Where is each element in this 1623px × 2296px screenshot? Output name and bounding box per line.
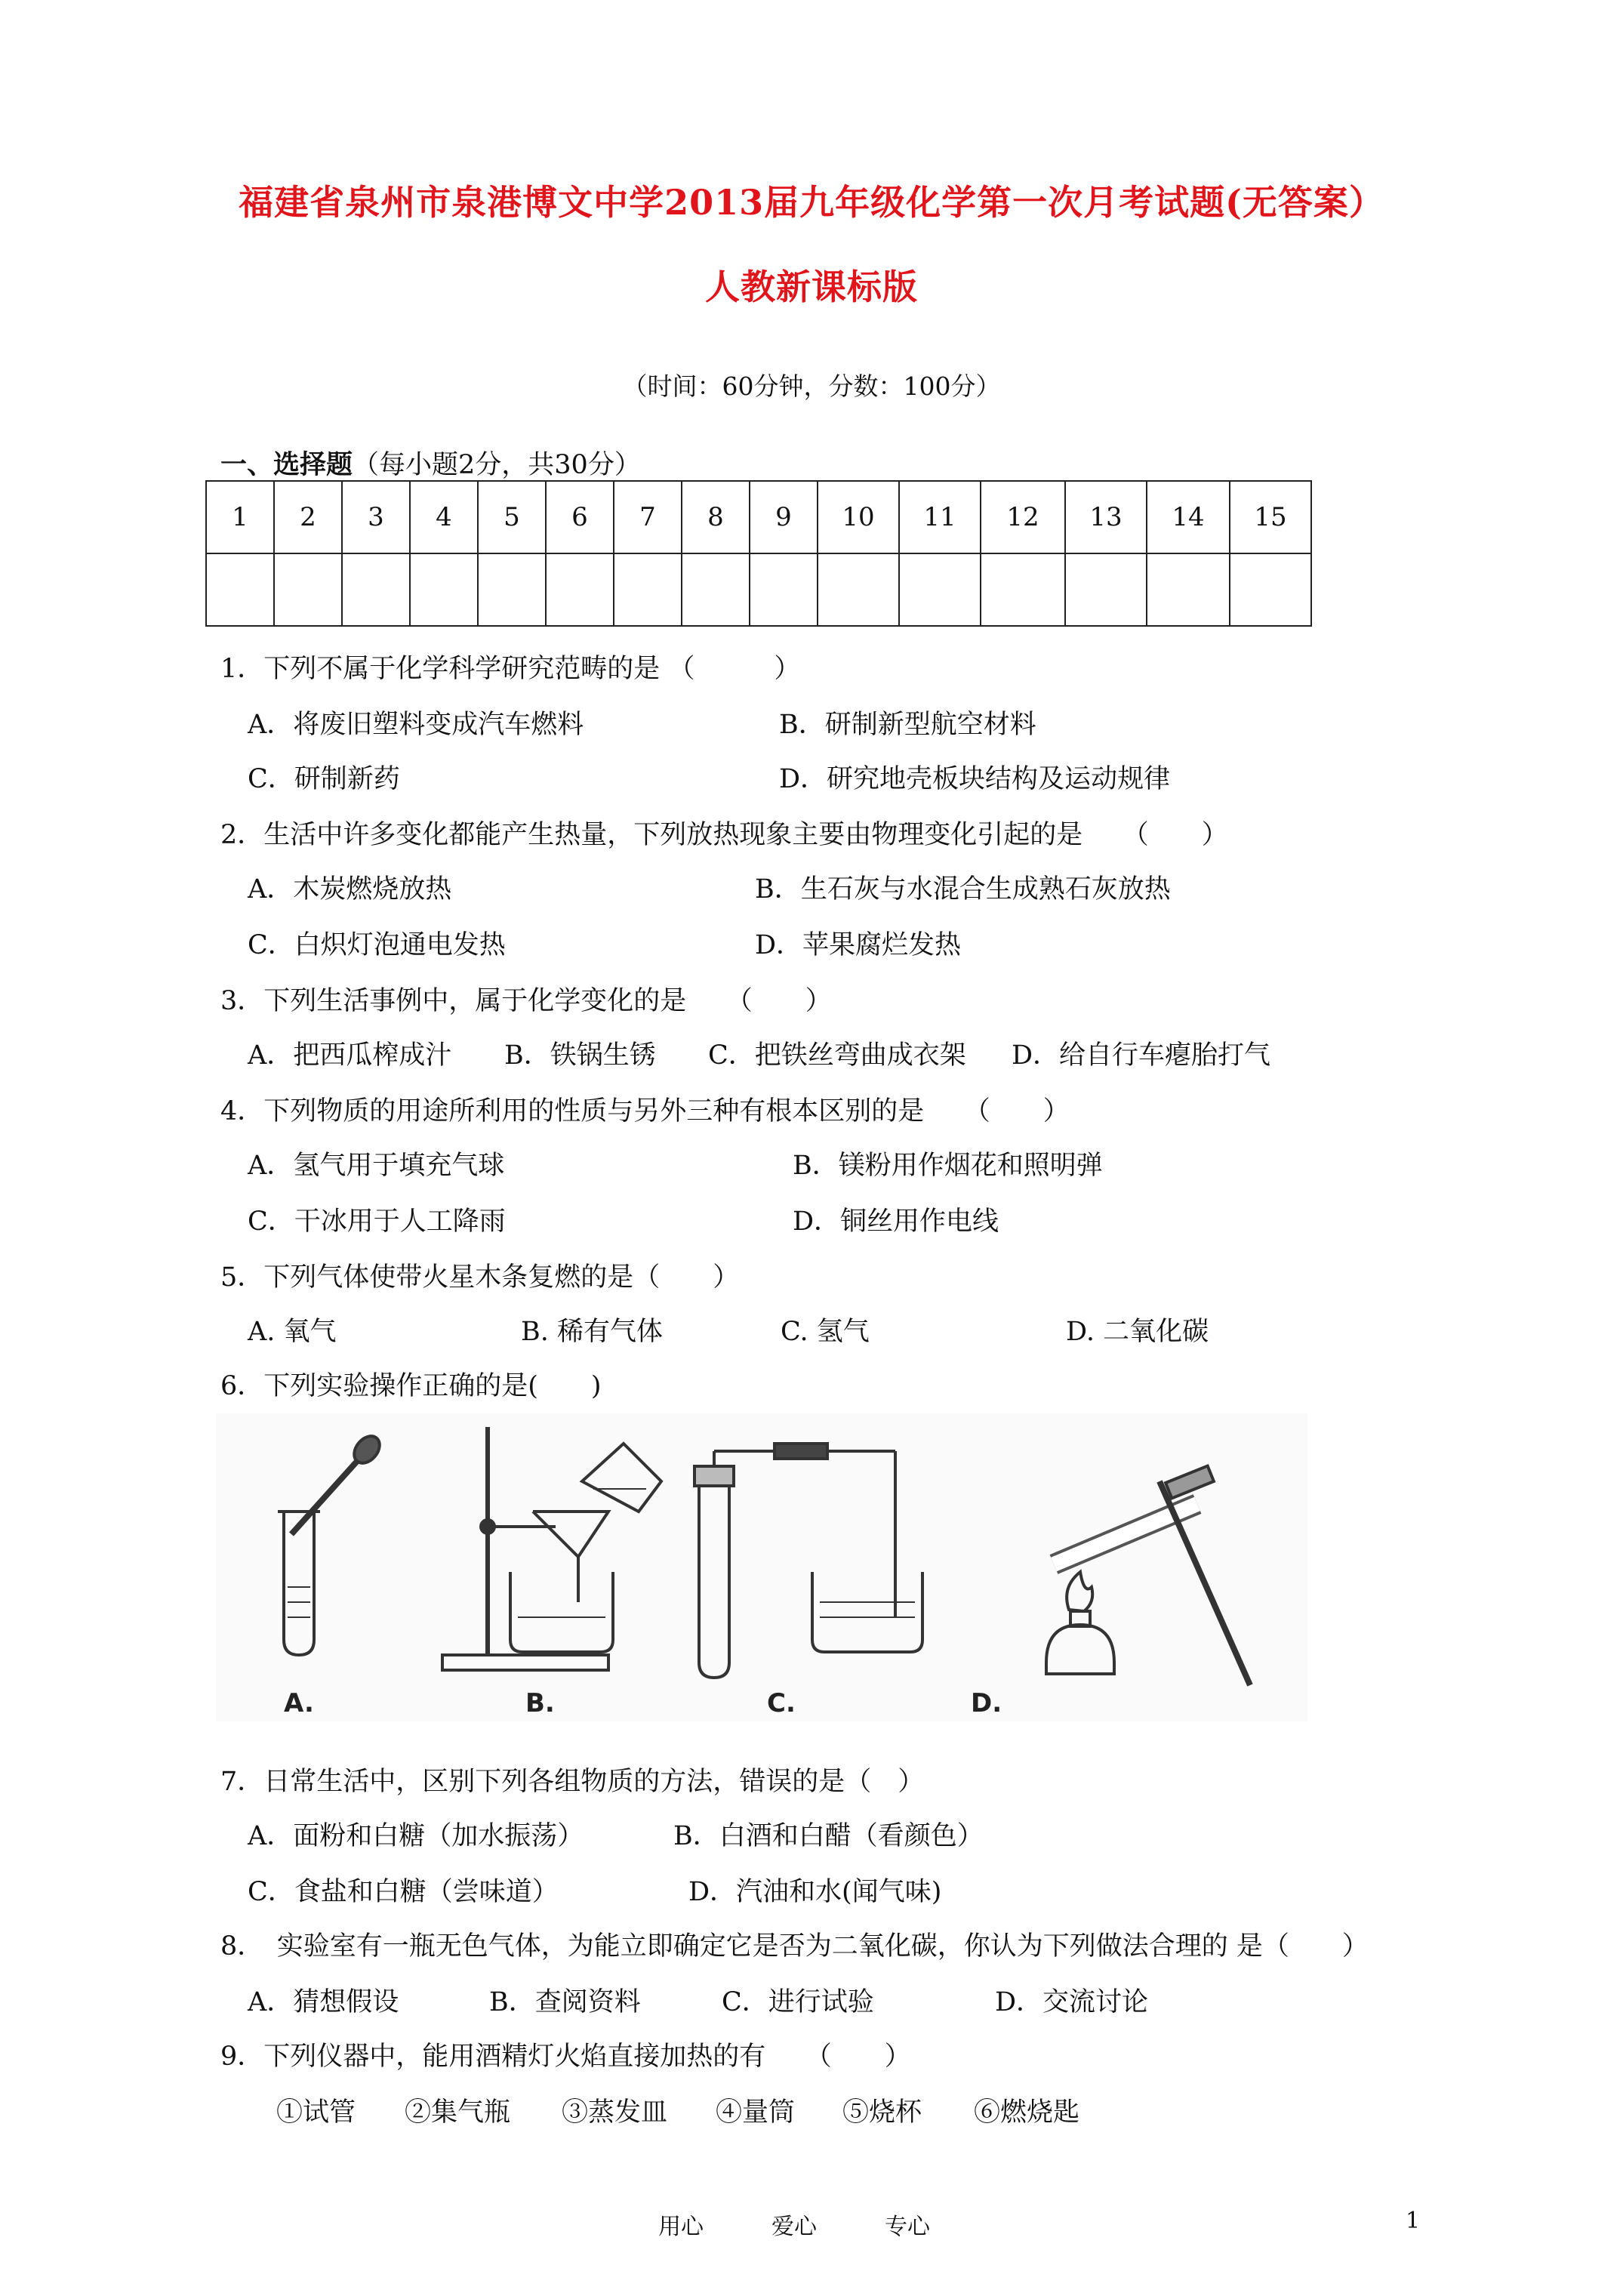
answer-number-row <box>206 481 1311 553</box>
lab-operations-figure <box>216 1413 1307 1721</box>
answer-cell[interactable] <box>342 553 410 626</box>
figure-label-a: A. <box>284 1688 314 1718</box>
answer-number: 11 <box>899 481 981 553</box>
question-2-option-b: B．生石灰与水混合生成熟石灰放热 <box>755 874 1171 905</box>
question-5-stem: 5．下列气体使带火星木条复燃的是（ ） <box>220 1262 740 1293</box>
question-9-option-5: ⑤烧杯 <box>842 2097 922 2128</box>
answer-cell[interactable] <box>682 553 750 626</box>
question-1-option-d: D．研究地壳板块结构及运动规律 <box>779 764 1171 794</box>
question-7-option-d: D．汽油和水(闻气味) <box>688 1877 942 1907</box>
footer-item-3: 专心 <box>885 2214 930 2240</box>
answer-cell[interactable] <box>818 553 899 626</box>
question-2-option-d: D．苹果腐烂发热 <box>755 930 962 960</box>
answer-cell[interactable] <box>1147 553 1230 626</box>
answer-number: 14 <box>1147 481 1230 553</box>
question-8-option-a: A．猜想假设 <box>248 1987 399 2017</box>
question-4-stem: 4．下列物质的用途所利用的性质与另外三种有根本区别的是 （ ） <box>220 1096 1070 1126</box>
question-6-stem: 6．下列实验操作正确的是( ) <box>220 1371 602 1401</box>
question-9-option-6: ⑥燃烧匙 <box>974 2097 1080 2128</box>
answer-number: 10 <box>818 481 899 553</box>
question-1-option-c: C．研制新药 <box>248 764 400 794</box>
section-heading-note: （每小题2分，共30分） <box>353 450 641 480</box>
question-7-option-c: C．食盐和白糖（尝味道） <box>248 1877 559 1907</box>
answer-number: 4 <box>410 481 478 553</box>
answer-number: 5 <box>478 481 546 553</box>
question-7-option-a: A．面粉和白糖（加水振荡） <box>248 1821 584 1851</box>
answer-cell[interactable] <box>274 553 342 626</box>
figure-label-c: C. <box>767 1688 796 1718</box>
section-heading-label: 一、选择题 <box>220 449 353 480</box>
section-heading <box>220 444 641 482</box>
question-3-stem: 3．下列生活事例中，属于化学变化的是 （ ） <box>220 986 832 1016</box>
answer-number: 6 <box>546 481 614 553</box>
figure-b-filtration <box>442 1427 661 1670</box>
question-5-option-d: D. 二氧化碳 <box>1066 1317 1209 1347</box>
question-4-option-d: D．铜丝用作电线 <box>793 1207 999 1237</box>
question-1-stem: 1．下列不属于化学科学研究范畴的是 （ ） <box>220 654 801 684</box>
answer-cell[interactable] <box>614 553 682 626</box>
answer-cell[interactable] <box>1065 553 1147 626</box>
document-title-line1: 福建省泉州市泉港博文中学2013届九年级化学第一次月考试题(无答案） <box>239 182 1384 223</box>
figure-label-b: B. <box>525 1688 555 1718</box>
question-3-option-a: A．把西瓜榨成汁 <box>248 1040 452 1071</box>
answer-number: 12 <box>981 481 1065 553</box>
answer-blank-row <box>206 553 1311 626</box>
figure-a-dropper-test-tube <box>278 1432 385 1655</box>
question-7-stem: 7．日常生活中，区别下列各组物质的方法，错误的是（ ） <box>220 1767 925 1797</box>
question-9-option-1: ①试管 <box>276 2097 356 2128</box>
figure-c-gas-collection <box>694 1444 922 1678</box>
question-4-option-a: A．氢气用于填充气球 <box>248 1151 505 1181</box>
question-2-option-a: A．木炭燃烧放热 <box>248 874 452 905</box>
answer-cell[interactable] <box>981 553 1065 626</box>
question-8-option-b: B．查阅资料 <box>489 1987 641 2017</box>
question-1-option-b: B．研制新型航空材料 <box>779 710 1036 740</box>
answer-cell[interactable] <box>206 553 274 626</box>
figure-d-heating-test-tube <box>1046 1466 1250 1685</box>
question-8-stem: 8． 实验室有一瓶无色气体，为能立即确定它是否为二氧化碳，你认为下列做法合理的 是（ ） <box>220 1931 1369 1962</box>
figure-label-d: D. <box>971 1688 1002 1718</box>
lab-operations-illustration <box>216 1413 1307 1721</box>
answer-number: 9 <box>750 481 818 553</box>
question-8-option-c: C．进行试验 <box>722 1987 874 2017</box>
question-3-option-c: C．把铁丝弯曲成衣架 <box>708 1040 966 1071</box>
answer-cell[interactable] <box>478 553 546 626</box>
question-9-stem: 9．下列仪器中，能用酒精灯火焰直接加热的有 （ ） <box>220 2042 911 2072</box>
question-5-option-b: B. 稀有气体 <box>521 1317 663 1347</box>
question-2-stem: 2．生活中许多变化都能产生热量，下列放热现象主要由物理变化引起的是 （ ） <box>220 820 1228 850</box>
answer-cell[interactable] <box>899 553 981 626</box>
question-3-option-d: D．给自行车瘪胎打气 <box>1012 1040 1271 1071</box>
question-1-option-a: A．将废旧塑料变成汽车燃料 <box>248 710 584 740</box>
answer-cell[interactable] <box>750 553 818 626</box>
question-5-option-a: A. 氧气 <box>248 1317 337 1347</box>
page-number: 1 <box>1406 2208 1421 2234</box>
answer-number: 1 <box>206 481 274 553</box>
document-title-line2: 人教新课标版 <box>705 267 918 307</box>
question-4-option-b: B．镁粉用作烟花和照明弹 <box>793 1151 1103 1181</box>
answer-number: 13 <box>1065 481 1147 553</box>
question-3-option-b: B．铁锅生锈 <box>504 1040 656 1071</box>
question-7-option-b: B．白酒和白醋（看颜色） <box>673 1821 984 1851</box>
answer-cell[interactable] <box>410 553 478 626</box>
exam-time-score: （时间：60分钟，分数：100分） <box>622 371 1001 401</box>
footer-item-1: 用心 <box>658 2214 704 2240</box>
answer-cell[interactable] <box>1230 553 1311 626</box>
footer-item-2: 爱心 <box>771 2214 817 2240</box>
question-2-option-c: C．白炽灯泡通电发热 <box>248 930 506 960</box>
answer-number: 15 <box>1230 481 1311 553</box>
answer-number: 7 <box>614 481 682 553</box>
question-9-option-3: ③蒸发皿 <box>562 2097 668 2128</box>
answer-number: 8 <box>682 481 750 553</box>
question-9-option-4: ④量筒 <box>716 2097 796 2128</box>
question-4-option-c: C．干冰用于人工降雨 <box>248 1207 506 1237</box>
question-5-option-c: C. 氢气 <box>781 1317 870 1347</box>
answer-cell[interactable] <box>546 553 614 626</box>
answer-number: 3 <box>342 481 410 553</box>
question-8-option-d: D．交流讨论 <box>995 1987 1149 2017</box>
answer-table <box>205 480 1312 627</box>
answer-number: 2 <box>274 481 342 553</box>
question-9-option-2: ②集气瓶 <box>405 2097 511 2128</box>
